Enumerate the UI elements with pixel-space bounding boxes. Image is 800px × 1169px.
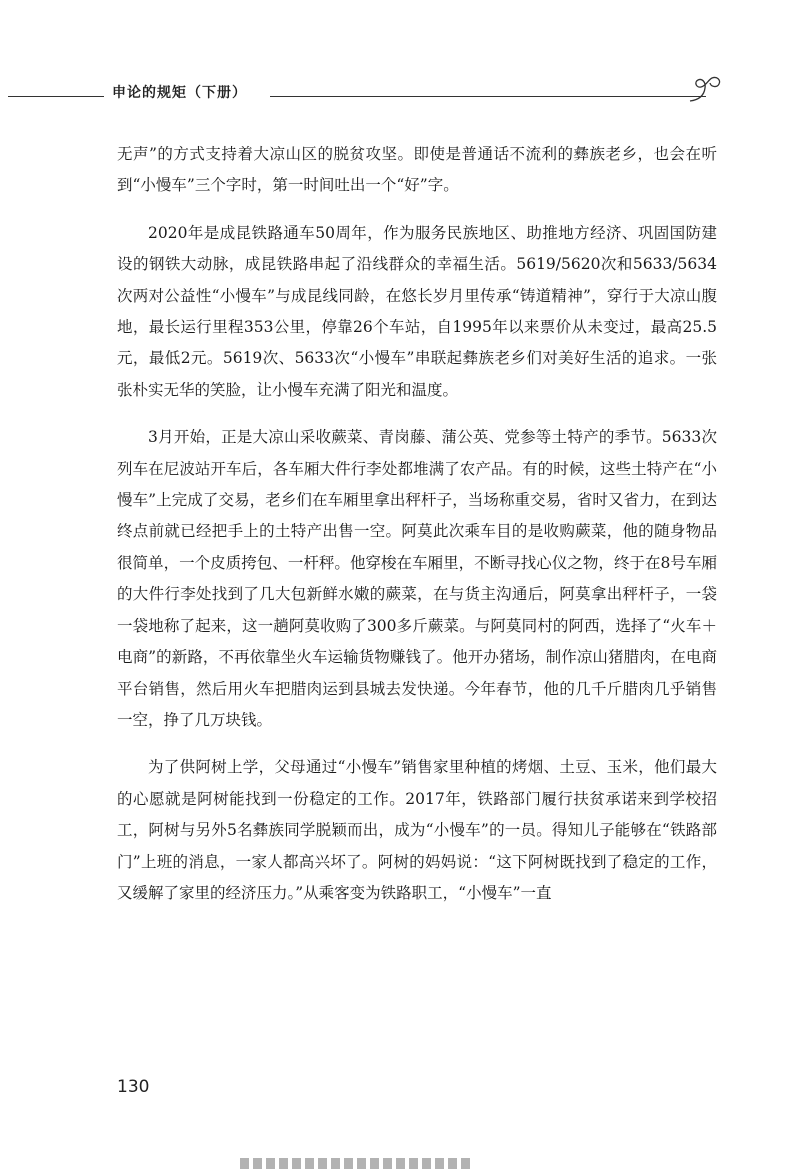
article-body [117, 139, 717, 909]
header-rule-right [270, 96, 706, 97]
paragraph: 2020年是成昆铁路通车50周年，作为服务民族地区、助推地方经济、巩固国防建设的钢铁大动脉，成昆铁路串起了沿线群众的幸福生活。5619/5620次和5633/5634次两对公益性“小慢车”与成昆线同龄，在悠长岁月里传承“铸道精神”，穿行于大凉山腹地，最长运行里程353公里，停靠26个车站，自1995年以来票价从未变过，最高25.5元，最低2元。5619次、5633次“小慢车”串联起彝族老乡们对美好生活的追求。一张张朴实无华的笑脸，让小慢车充满了阳光和温度。 [117, 223, 717, 399]
book-title: 申论的规矩（下册） [112, 85, 247, 101]
paragraph-continuation: 无声”的方式支持着大凉山区的脱贫攻坚。即使是普通话不流利的彝族老乡，也会在听到“小慢车”三个字时，第一时间吐出一个“好”字。 [117, 145, 717, 195]
page-number: 130 [117, 1077, 150, 1097]
running-header [8, 74, 748, 104]
paragraph: 3月开始，正是大凉山采收蕨菜、青岗藤、蒲公英、党参等土特产的季节。5633次列车在尼波站开车后，各车厢大件行李处都堆满了农产品。有的时候，这些土特产在“小慢车”上完成了交易，老乡们在车厢里拿出秤杆子，当场称重交易，省时又省力，在到达终点前就已经把手上的土特产出售一空。阿莫此次乘车目的是收购蕨菜，他的随身物品很简单，一个皮质挎包、一杆秤。他穿梭在车厢里，不断寻找心仪之物，终于在8号车厢的大件行李处找到了几大包新鲜水嫩的蕨菜，在与货主沟通后，阿莫拿出秤杆子，一袋一袋地称了起来，这一趟阿莫收购了300多斤蕨菜。与阿莫同村的阿西，选择了“火车＋电商”的新路，不再依靠坐火车运输货物赚钱了。他开办猪场，制作凉山猪腊肉，在电商平台销售，然后用火车把腊肉运到县城去发快递。今年春节，他的几千斤腊肉几乎销售一空，挣了几万块钱。 [117, 428, 717, 729]
paragraph: 为了供阿树上学，父母通过“小慢车”销售家里种植的烤烟、土豆、玉米，他们最大的心愿就是阿树能找到一份稳定的工作。2017年，铁路部门履行扶贫承诺来到学校招工，阿树与另外5名彝族同学脱颖而出，成为“小慢车”的一员。得知儿子能够在“铁路部门”上班的消息，一家人都高兴坏了。阿树的妈妈说：“这下阿树既找到了稳定的工作，又缓解了家里的经济压力。”从乘客变为铁路职工，“小慢车”一直 [117, 758, 717, 902]
footer-scan-artifact [240, 1158, 470, 1169]
header-rule-left [8, 96, 104, 97]
leaf-curl-icon [688, 74, 724, 102]
